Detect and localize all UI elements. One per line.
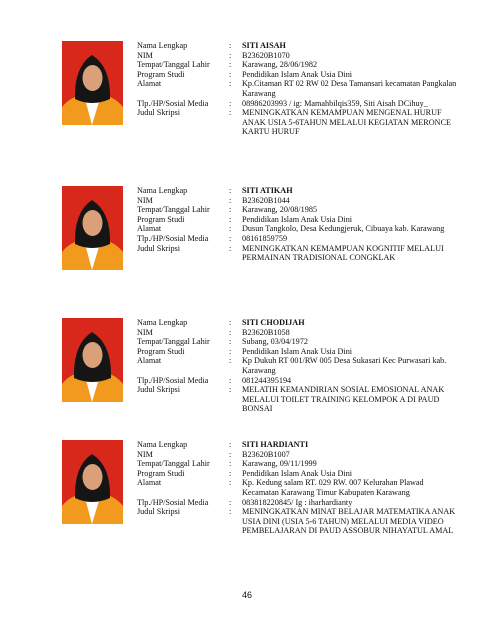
field-nim: NIM : B23620B1044 [137,195,290,205]
field-tlp: Tlp./HP/Sosial Media : 08986203993 / ig: Mamahbilqis359, Siti Aisah DCihuy_ [137,98,428,108]
field-prodi: Program Studi : Pendidikan Islam Anak Usia Dini [137,69,353,79]
student-name: SITI CHODIJAH [242,318,305,327]
student-info-4 [137,440,457,536]
field-ttl: Tempat/Tanggal Lahir : Karawang, 28/06/1982 [137,60,318,70]
field-ttl: Tempat/Tanggal Lahir : Karawang, 20/08/1985 [137,205,318,215]
field-judul: Judul Skripsi : MENINGKATKAN KEMAMPUAN MENGENAL HURUF ANAK USIA 5-6TAHUN MELALUI KEGIATAN MERONCE KARTU HURUF [137,108,452,137]
student-photo-2 [62,186,123,270]
student-name: SITI ATIKAH [242,186,293,195]
student-photo-1 [62,41,123,125]
field-tlp: Tlp./HP/Sosial Media : 083818220845/ Ig : iharhardianty [137,497,353,507]
field-prodi: Program Studi : Pendidikan Islam Anak Usia Dini [137,214,353,224]
field-nama: Nama Lengkap : SITI CHODIJAH [137,318,457,328]
field-alamat: Alamat : Kp. Kedung salam RT. 029 RW. 007 Kelurahan Plawad Kecamatan Karawang Timur Kabupaten Karawang [137,478,424,497]
field-ttl: Tempat/Tanggal Lahir : Karawang, 09/11/1999 [137,459,317,469]
field-nama: Nama Lengkap : SITI AISAH [137,41,457,51]
field-ttl: Tempat/Tanggal Lahir : Subang, 03/04/1972 [137,337,308,347]
field-tlp: Tlp./HP/Sosial Media : 081244395194 [137,375,292,385]
field-nim: NIM : B23620B1007 [137,449,290,459]
field-nama: Nama Lengkap : SITI ATIKAH [137,186,457,196]
field-tlp: Tlp./HP/Sosial Media : 08161859759 [137,233,288,243]
field-alamat: Alamat : Kp Dukuh RT 001/RW 005 Desa Sukasari Kec Purwasari kab. Karawang [137,356,447,375]
field-alamat: Alamat : Dusun Tangkolo, Desa Kedungjeruk, Cibuaya kab. Karawang [137,224,445,234]
field-nama: Nama Lengkap : SITI HARDIANTI [137,440,457,450]
page-number: 46 [241,590,252,600]
field-nim: NIM : B23620B1058 [137,327,290,337]
field-judul: Judul Skripsi : MENINGKATKAN KEMAMPUAN KOGNITIF MELALUI PERMAINAN TRADISIONAL CONGKLAK [137,243,444,263]
student-photo-4 [62,440,123,524]
student-info-3 [137,318,457,414]
student-info-1 [137,41,457,137]
field-prodi: Program Studi : Pendidikan Islam Anak Usia Dini [137,346,353,356]
field-alamat: Alamat : Kp.Citaman RT 02 RW 02 Desa Tamansari kecamatan Pangkalan Karawang [137,79,457,98]
field-judul: Judul Skripsi : MELATIH KEMANDIRIAN SOSIAL EMOSIONAL ANAK MELALUI TOILET TRAINING KELOMPOK A DI PAUD BONSAI [137,385,445,414]
student-photo-3 [62,318,123,402]
student-name: SITI AISAH [242,41,286,50]
field-judul: Judul Skripsi : MENINGKATKAN MINAT BELAJAR MATEMATIKA ANAK USIA DINI (USIA 5-6 TAHUN) MELALUI MEDIA VIDEO PEMBELAJARAN DI PAUD ASSOBUR NIHAYATUL AMAL [137,507,456,536]
student-name: SITI HARDIANTI [242,440,309,449]
field-prodi: Program Studi : Pendidikan Islam Anak Usia Dini [137,468,353,478]
field-nim: NIM : B23620B1070 [137,50,290,60]
student-info-2 [137,186,457,263]
